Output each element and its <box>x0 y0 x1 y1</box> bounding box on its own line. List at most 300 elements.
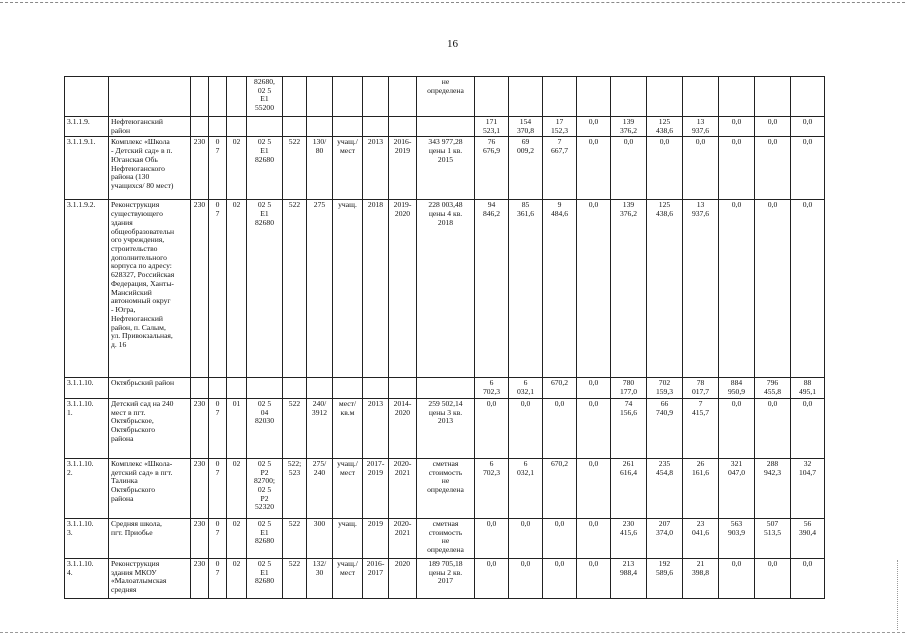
table-cell <box>755 137 791 200</box>
table-cell <box>109 200 191 378</box>
table-cell <box>363 77 389 117</box>
cell-text: 17 152,3 <box>550 117 569 135</box>
cell-text: 522; 523 <box>287 458 302 477</box>
table-cell <box>611 137 647 200</box>
cell-text: 0,0 <box>588 558 599 568</box>
cell-text: 235 454,8 <box>655 458 674 477</box>
table-cell <box>577 398 611 458</box>
cell-text: 522 <box>288 558 301 568</box>
table-cell <box>307 200 333 378</box>
table-cell <box>227 398 247 458</box>
table-cell <box>283 378 307 398</box>
cell-text: 2019 <box>367 518 384 528</box>
table-cell <box>577 378 611 398</box>
table-cell <box>363 558 389 598</box>
table-cell <box>247 398 283 458</box>
table-cell <box>755 558 791 598</box>
cell-text: 0,0 <box>623 137 634 147</box>
cell-text: 0,0 <box>659 137 670 147</box>
table-cell <box>475 200 509 378</box>
table-cell <box>209 117 227 137</box>
table-cell <box>209 518 227 558</box>
cell-text: 94 846,2 <box>482 200 501 219</box>
table-cell <box>509 200 543 378</box>
table-cell <box>209 458 227 518</box>
cell-text: не определена <box>427 77 464 95</box>
table-cell <box>209 378 227 398</box>
cell-text: 230 <box>193 200 206 210</box>
cell-text: учащ. <box>338 200 357 210</box>
table-cell <box>227 558 247 598</box>
cell-text: 13 937,6 <box>691 200 710 219</box>
table-cell <box>509 518 543 558</box>
table-cell <box>611 558 647 598</box>
table-cell <box>333 117 363 137</box>
table-row <box>65 458 825 518</box>
cell-text: 507 513,5 <box>763 518 782 537</box>
table-cell <box>719 458 755 518</box>
cell-text: 228 003,48 цены 4 кв. 2018 <box>428 200 463 227</box>
table-cell <box>683 378 719 398</box>
table-cell <box>509 77 543 117</box>
cell-text: Нефтеюганский район <box>111 117 163 135</box>
cell-text: 230 <box>193 398 206 408</box>
cell-text: 130/ 80 <box>312 137 327 156</box>
table-cell <box>191 117 209 137</box>
cell-text: 02 5 P2 82700; 02 5 P2 52320 <box>253 458 276 512</box>
cell-text: 02 5 04 82030 <box>255 398 274 426</box>
table-row <box>65 518 825 558</box>
table-cell <box>209 77 227 117</box>
table-cell <box>417 200 475 378</box>
table-cell <box>363 378 389 398</box>
table-cell <box>191 137 209 200</box>
cell-text: 21 398,8 <box>691 558 710 577</box>
table-cell <box>755 518 791 558</box>
table-cell <box>683 137 719 200</box>
table-cell <box>247 77 283 117</box>
cell-text: 0,0 <box>588 518 599 528</box>
cell-text: 0,0 <box>486 518 497 528</box>
table-cell <box>247 200 283 378</box>
cell-text: 88 495,1 <box>798 378 817 397</box>
table-cell <box>647 458 683 518</box>
table-cell <box>719 518 755 558</box>
cell-text: 3.1.1.9.2. <box>67 200 96 210</box>
cell-text: Реконструкция здания МКОУ «Малоатлымская средняя <box>111 558 167 595</box>
cell-text: 261 616,4 <box>619 458 638 477</box>
cell-text: 7 667,7 <box>550 137 569 156</box>
table-cell <box>755 458 791 518</box>
cell-text: 78 017,7 <box>691 378 710 397</box>
cell-text: 0,0 <box>554 518 565 528</box>
table-cell <box>363 117 389 137</box>
table-row <box>65 398 825 458</box>
table-row <box>65 558 825 598</box>
table-cell <box>719 398 755 458</box>
table-cell <box>647 398 683 458</box>
cell-text: 2014- 2020 <box>393 398 412 417</box>
cell-text: 230 <box>193 137 206 147</box>
table-cell <box>109 378 191 398</box>
cell-text: 288 942,3 <box>763 458 782 477</box>
cell-text: учащ./ мест <box>337 458 358 477</box>
cell-text: 0,0 <box>731 137 742 147</box>
table-cell <box>65 558 109 598</box>
table-cell <box>247 458 283 518</box>
table-cell <box>791 558 825 598</box>
cell-text: 85 361,6 <box>516 200 535 219</box>
table-cell <box>307 378 333 398</box>
table-cell <box>611 378 647 398</box>
table-cell <box>683 558 719 598</box>
table-cell <box>417 77 475 117</box>
table-cell <box>283 398 307 458</box>
cell-text: 2020- 2021 <box>393 458 412 477</box>
cell-text: 275 <box>313 200 326 210</box>
table-cell <box>755 200 791 378</box>
table-cell <box>611 200 647 378</box>
cell-text: Комплекс «Школа - Детский сад» в п. Юганская Обь Нефтеюганского района (130 учащихся/ 80 мест) <box>111 137 174 191</box>
cell-text: 230 415,6 <box>619 518 638 537</box>
cell-text: 02 <box>232 200 241 210</box>
table-cell <box>719 378 755 398</box>
cell-text: 0,0 <box>588 137 599 147</box>
cell-text: 2019- 2020 <box>393 200 412 219</box>
cell-text: 300 <box>313 518 326 528</box>
cell-text: 32 104,7 <box>798 458 817 477</box>
table-cell <box>283 558 307 598</box>
cell-text: 3.1.1.10. 1. <box>67 398 94 417</box>
table-cell <box>307 77 333 117</box>
table-cell <box>611 458 647 518</box>
cell-text: 0,0 <box>520 558 531 568</box>
cell-text: Комплекс «Школа- детский сад» в пгт. Талинка Октябрьского района <box>111 458 173 503</box>
cell-text: учащ./ мест <box>337 137 358 156</box>
table-cell <box>283 117 307 137</box>
table-cell <box>543 137 577 200</box>
table-cell <box>283 458 307 518</box>
cell-text: 0 7 <box>215 558 220 577</box>
cell-text: учащ./ мест <box>337 558 358 577</box>
cell-text: 207 374,0 <box>655 518 674 537</box>
table-cell <box>611 77 647 117</box>
table-cell <box>417 117 475 137</box>
table-cell <box>683 518 719 558</box>
cell-text: 884 950,9 <box>727 378 746 397</box>
table-cell <box>475 137 509 200</box>
cell-text: 69 009,2 <box>516 137 535 156</box>
cell-text: 522 <box>288 200 301 210</box>
table-cell <box>65 200 109 378</box>
table-cell <box>755 398 791 458</box>
table-cell <box>227 137 247 200</box>
cell-text: 0,0 <box>802 117 813 126</box>
table-cell <box>683 200 719 378</box>
table-cell <box>307 117 333 137</box>
cell-text: 02 <box>232 458 241 468</box>
table-cell <box>247 117 283 137</box>
cell-text: 0,0 <box>554 558 565 568</box>
table-cell <box>543 398 577 458</box>
table-cell <box>509 117 543 137</box>
cell-text: 3.1.1.10. 3. <box>67 518 94 537</box>
cell-text: 6 702,3 <box>482 458 501 477</box>
table-cell <box>247 378 283 398</box>
cell-text: 139 376,2 <box>619 200 638 219</box>
cell-text: 6 032,1 <box>516 458 535 477</box>
table-cell <box>307 518 333 558</box>
table-cell <box>577 137 611 200</box>
cell-text: 522 <box>288 518 301 528</box>
cell-text: 0 7 <box>215 200 220 219</box>
table-cell <box>65 77 109 117</box>
cell-text: 0,0 <box>767 117 778 126</box>
table-cell <box>109 117 191 137</box>
cell-text: 0 7 <box>215 137 220 156</box>
table-cell <box>65 458 109 518</box>
cell-text: 0,0 <box>486 398 497 408</box>
cell-text: 240/ 3912 <box>311 398 328 417</box>
cell-text: 01 <box>232 398 241 408</box>
table-cell <box>333 458 363 518</box>
cell-text: 2016- 2017 <box>366 558 385 577</box>
cell-text: Октябрьский район <box>111 378 175 388</box>
table-cell <box>389 518 417 558</box>
cell-text: 0 7 <box>215 398 220 417</box>
cell-text: 74 156,6 <box>619 398 638 417</box>
table-cell <box>791 378 825 398</box>
table-cell <box>191 458 209 518</box>
table-cell <box>191 398 209 458</box>
cell-text: 66 740,9 <box>655 398 674 417</box>
cell-text: 56 390,4 <box>798 518 817 537</box>
cell-text: 7 415,7 <box>691 398 710 417</box>
table-cell <box>65 398 109 458</box>
cell-text: 0,0 <box>731 117 742 126</box>
cell-text: Средняя школа, пгт. Приобье <box>111 518 162 537</box>
table-cell <box>509 558 543 598</box>
cell-text: 13 937,6 <box>691 117 710 135</box>
cell-text: 0,0 <box>588 398 599 408</box>
table-cell <box>543 458 577 518</box>
cell-text: Детский сад на 240 мест в пгт. Октябрьское, Октябрьского района <box>111 398 174 443</box>
scan-edge-bottom <box>0 632 905 633</box>
cell-text: сметная стоимость не определена <box>427 458 464 495</box>
table-cell <box>791 458 825 518</box>
table-cell <box>109 137 191 200</box>
cell-text: 6 702,3 <box>482 378 501 397</box>
cell-text: 0,0 <box>731 200 742 210</box>
cell-text: 192 589,6 <box>655 558 674 577</box>
table-cell <box>543 77 577 117</box>
table-cell <box>65 117 109 137</box>
table-row <box>65 77 825 117</box>
table-cell <box>611 398 647 458</box>
cell-text: 230 <box>193 518 206 528</box>
table-cell <box>209 200 227 378</box>
cell-text: 702 159,3 <box>655 378 674 397</box>
table-cell <box>109 518 191 558</box>
table-cell <box>543 117 577 137</box>
cell-text: 23 041,6 <box>691 518 710 537</box>
table-cell <box>247 137 283 200</box>
table-cell <box>791 77 825 117</box>
cell-text: 0,0 <box>767 137 778 147</box>
cell-text: 563 903,9 <box>727 518 746 537</box>
table-cell <box>227 77 247 117</box>
table-cell <box>611 518 647 558</box>
table-cell <box>475 378 509 398</box>
table-cell <box>647 117 683 137</box>
table-cell <box>683 117 719 137</box>
cell-text: 125 438,6 <box>655 117 674 135</box>
cell-text: 0,0 <box>486 558 497 568</box>
cell-text: 02 <box>232 137 241 147</box>
table-cell <box>363 137 389 200</box>
cell-text: 213 988,4 <box>619 558 638 577</box>
table-cell <box>227 458 247 518</box>
table-cell <box>283 137 307 200</box>
table-cell <box>475 458 509 518</box>
cell-text: 230 <box>193 458 206 468</box>
cell-text: 6 032,1 <box>516 378 535 397</box>
table-cell <box>307 558 333 598</box>
table-cell <box>283 200 307 378</box>
table-cell <box>755 77 791 117</box>
table-cell <box>417 398 475 458</box>
table-cell <box>647 77 683 117</box>
table-cell <box>333 378 363 398</box>
table-cell <box>791 200 825 378</box>
table-cell <box>719 117 755 137</box>
table-cell <box>417 558 475 598</box>
cell-text: 0,0 <box>588 117 599 126</box>
cell-text: 0,0 <box>588 458 599 468</box>
table-cell <box>719 137 755 200</box>
table-cell <box>509 378 543 398</box>
table-cell <box>109 458 191 518</box>
cell-text: 0,0 <box>695 137 706 147</box>
cell-text: 0,0 <box>802 200 813 210</box>
table-cell <box>109 77 191 117</box>
cell-text: 3.1.1.10. <box>67 378 94 388</box>
table-cell <box>509 137 543 200</box>
cell-text: 82680, 02 5 E1 55200 <box>254 77 275 113</box>
table-cell <box>509 458 543 518</box>
table-cell <box>611 117 647 137</box>
cell-text: 2016- 2019 <box>393 137 412 156</box>
table-cell <box>647 137 683 200</box>
table-cell <box>475 518 509 558</box>
cell-text: 02 <box>232 558 241 568</box>
table-cell <box>227 117 247 137</box>
cell-text: 780 177,0 <box>619 378 638 397</box>
scan-edge-top <box>0 2 905 3</box>
table-cell <box>389 558 417 598</box>
table-cell <box>755 378 791 398</box>
table-cell <box>209 558 227 598</box>
table-row <box>65 117 825 137</box>
table-cell <box>475 558 509 598</box>
cell-text: 670,2 <box>550 458 569 468</box>
cell-text: 2013 <box>367 398 384 408</box>
table-cell <box>475 398 509 458</box>
table-cell <box>719 77 755 117</box>
table-cell <box>577 518 611 558</box>
cell-text: 0,0 <box>554 398 565 408</box>
cell-text: 0,0 <box>520 398 531 408</box>
scan-edge-right <box>897 560 898 630</box>
cell-text: 343 977,28 цены 1 кв. 2015 <box>428 137 463 164</box>
table-cell <box>109 398 191 458</box>
cell-text: 0,0 <box>802 398 813 408</box>
cell-text: сметная стоимость не определена <box>427 518 464 555</box>
cell-text: 02 5 E1 82680 <box>255 137 274 164</box>
table-cell <box>191 200 209 378</box>
table-cell <box>333 518 363 558</box>
table-cell <box>417 137 475 200</box>
cell-text: 0,0 <box>731 558 742 568</box>
cell-text: 3.1.1.10. 2. <box>67 458 94 477</box>
cell-text: 139 376,2 <box>619 117 638 135</box>
table-cell <box>577 77 611 117</box>
table-cell <box>791 518 825 558</box>
table-cell <box>647 378 683 398</box>
table-row <box>65 200 825 378</box>
table-cell <box>683 77 719 117</box>
cell-text: 0,0 <box>588 200 599 210</box>
table-cell <box>647 558 683 598</box>
table-cell <box>543 558 577 598</box>
table-cell <box>333 398 363 458</box>
cell-text: 0,0 <box>588 378 599 388</box>
table-cell <box>647 200 683 378</box>
table-row <box>65 378 825 398</box>
table-cell <box>577 200 611 378</box>
table-cell <box>191 518 209 558</box>
cell-text: 2017- 2019 <box>366 458 385 477</box>
table-cell <box>577 558 611 598</box>
cell-text: 189 705,18 цены 2 кв. 2017 <box>428 558 463 586</box>
table-cell <box>509 398 543 458</box>
table-cell <box>363 518 389 558</box>
table-cell <box>791 398 825 458</box>
cell-text: 0,0 <box>767 200 778 210</box>
table-cell <box>227 200 247 378</box>
table-cell <box>543 200 577 378</box>
table-cell <box>475 77 509 117</box>
cell-text: 2018 <box>367 200 384 210</box>
cell-text: 3.1.1.10. 4. <box>67 558 94 577</box>
table-cell <box>333 77 363 117</box>
cell-text: 2013 <box>367 137 384 147</box>
table-cell <box>191 558 209 598</box>
table-cell <box>389 378 417 398</box>
cell-text: 0 7 <box>215 518 220 537</box>
table-cell <box>191 77 209 117</box>
cell-text: 02 5 E1 82680 <box>255 558 274 586</box>
table-row <box>65 137 825 200</box>
cell-text: 0,0 <box>731 398 742 408</box>
table-cell <box>647 518 683 558</box>
cell-text: 275/ 240 <box>312 458 327 477</box>
cell-text: 0 7 <box>215 458 220 477</box>
table-cell <box>577 458 611 518</box>
table-cell <box>307 458 333 518</box>
table-cell <box>65 518 109 558</box>
investment-table <box>64 76 825 599</box>
